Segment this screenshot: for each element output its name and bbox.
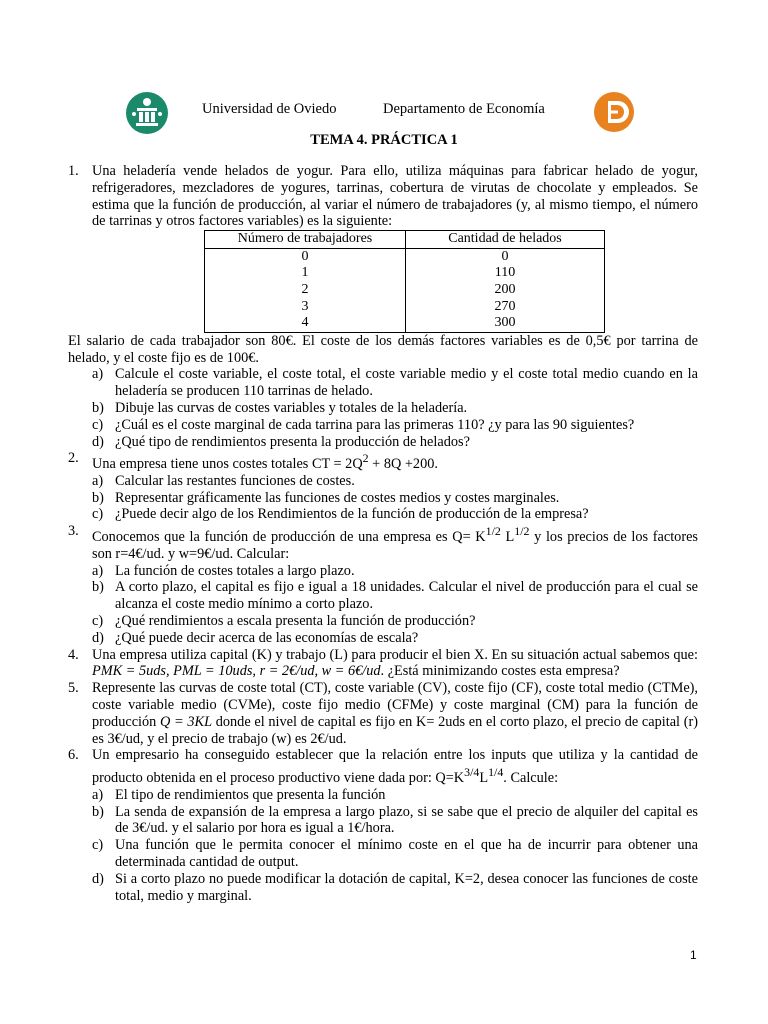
table-header-ice-cream: Cantidad de helados <box>406 231 605 249</box>
exponent: 1/2 <box>485 524 501 539</box>
question-1-costs-text: El salario de cada trabajador son 80€. El coste de los demás factores variables es de 0,5€ por tarrina de helado, y el coste fijo es de 100€. <box>68 332 698 366</box>
question-3 <box>68 523 698 562</box>
part-label: b) <box>92 399 104 416</box>
math-expression: PMK = 5uds, PML = 10uds, r = 2€/ud, w = 6€/ud <box>92 663 381 680</box>
table-cell: 4 <box>205 315 406 332</box>
table-cell: 2 <box>205 282 406 299</box>
part-text: Calcule el coste variable, el coste total, el coste variable medio y el coste total medio cuando en la heladería se producen 110 tarrinas de helado. <box>115 366 698 400</box>
university-logo <box>126 92 168 134</box>
question-1-part-c <box>68 417 698 434</box>
question-2-part-a <box>68 473 698 490</box>
question-text: Conocemos que la función de producción de una empresa es Q= K <box>92 529 486 546</box>
question-6-part-a <box>68 787 698 804</box>
part-text: Dibuje las curvas de costes variables y totales de la heladería. <box>115 399 468 416</box>
question-1 <box>68 163 698 230</box>
table-cell: 0 <box>406 248 605 265</box>
question-6 <box>68 747 698 786</box>
question-6-part-c <box>68 837 698 871</box>
question-text: L <box>479 769 489 786</box>
table-row <box>205 248 605 265</box>
economics-department-logo <box>594 92 634 132</box>
question-2-part-b <box>68 490 698 507</box>
table-header-row <box>205 231 605 249</box>
question-text: Represente las curvas de coste total (CT), coste variable (CV), coste fijo (CF), coste total medio (CTMe), coste variable medio (CVMe), coste fijo medio (CFMe) y coste marginal (CM) para la función de producción <box>92 680 698 730</box>
page-title: TEMA 4. PRÁCTICA 1 <box>310 132 458 148</box>
table-row <box>205 265 605 282</box>
part-label: c) <box>92 506 104 523</box>
part-label: b) <box>92 803 104 820</box>
question-text: donde el nivel de capital es fijo en K= 2uds en el corto plazo, el precio de capital (r) es 3€/ud, y el precio de trabajo (w) es 2€/ud. <box>92 713 698 747</box>
part-text: ¿Qué tipo de rendimientos presenta la producción de helados? <box>115 433 470 450</box>
part-label: a) <box>92 366 104 383</box>
exercise-list <box>68 163 698 904</box>
question-number: 5. <box>68 680 79 697</box>
part-label: d) <box>92 870 104 887</box>
question-2 <box>68 450 698 473</box>
table-row <box>205 282 605 299</box>
table-cell: 3 <box>205 299 406 316</box>
part-text: ¿Cuál es el coste marginal de cada tarrina para las primeras 110? ¿y para las 90 siguientes? <box>115 416 635 433</box>
table-cell: 1 <box>205 265 406 282</box>
question-1-part-b <box>68 400 698 417</box>
question-number: 4. <box>68 646 79 663</box>
table-cell: 300 <box>406 315 605 332</box>
part-text: El tipo de rendimientos que presenta la función <box>115 786 386 803</box>
part-label: b) <box>92 489 104 506</box>
question-6-part-b <box>68 804 698 838</box>
question-text: y los precios de los factores son r=4€/ud. y w=9€/ud. Calcular: <box>92 529 699 562</box>
question-text: . ¿Está minimizando costes esta empresa? <box>380 663 620 680</box>
question-3-part-c <box>68 613 698 630</box>
question-text: L <box>500 529 515 546</box>
question-1-part-a <box>68 366 698 400</box>
part-text: ¿Qué rendimientos a escala presenta la función de producción? <box>115 613 476 630</box>
production-table <box>204 230 605 333</box>
part-label: c) <box>92 837 104 854</box>
question-3-part-a <box>68 563 698 580</box>
table-row <box>205 315 605 332</box>
part-text: Una función que le permita conocer el mínimo coste en el que ha de incurrir para obtener una determinada cantidad de output. <box>115 837 698 870</box>
question-text: Una empresa tiene unos costes totales CT = 2Q <box>92 456 363 473</box>
question-text: Una empresa utiliza capital (K) y trabajo (L) para producir el bien X. En su situación actual sabemos que: <box>92 646 698 663</box>
part-text: ¿Puede decir algo de los Rendimientos de la función de producción de la empresa? <box>115 506 589 523</box>
question-number: 2. <box>68 450 79 467</box>
part-label: d) <box>92 433 104 450</box>
department-name: Departamento de Economía <box>383 101 545 117</box>
table-cell: 200 <box>406 282 605 299</box>
part-text: La senda de expansión de la empresa a largo plazo, si se sabe que el precio de alquiler del capital es de 3€/ud. y el salario por hora es igual a 1€/hora. <box>115 803 698 837</box>
part-label: d) <box>92 629 104 646</box>
part-text: A corto plazo, el capital es fijo e igual a 18 unidades. Calcular el nivel de producción para el cual se alcanza el coste medio mínimo a corto plazo. <box>115 579 698 613</box>
part-text: Calcular las restantes funciones de costes. <box>115 472 355 489</box>
part-text: Si a corto plazo no puede modificar la dotación de capital, K=2, desea conocer las funciones de coste total, medio y marginal. <box>115 870 698 904</box>
table-row <box>205 299 605 316</box>
table-cell: 110 <box>406 265 605 282</box>
math-expression: Q = 3KL <box>160 713 213 730</box>
university-name: Universidad de Oviedo <box>202 101 337 117</box>
question-text: + 8Q +200. <box>368 456 438 473</box>
exponent: 1/4 <box>488 765 504 780</box>
table-header-workers: Número de trabajadores <box>205 231 406 249</box>
question-text: Un empresario ha conseguido establecer que la relación entre los inputs que utiliza y la cantidad de producto obtenida en el proceso productivo viene dada por: Q=K <box>92 747 698 786</box>
part-label: a) <box>92 562 104 579</box>
question-3-part-b <box>68 579 698 613</box>
part-label: a) <box>92 786 104 803</box>
question-text: . Calcule: <box>503 769 559 786</box>
part-label: a) <box>92 472 104 489</box>
part-label: b) <box>92 579 104 596</box>
question-number: 6. <box>68 747 79 764</box>
part-label: c) <box>92 416 104 433</box>
question-text: Una heladería vende helados de yogur. Para ello, utiliza máquinas para fabricar helado de yogur, refrigeradores, mezcladores de yogures, tarrinas, cobertura de virutas de chocolate y empleados. Se estima que la función de producción, al variar el número de trabajadores (y, al mismo tiempo, el número de tarrinas y otros factores variables) es la siguiente: <box>92 163 698 230</box>
question-3-part-d <box>68 630 698 647</box>
question-2-part-c <box>68 506 698 523</box>
page-number: 1 <box>690 948 697 962</box>
question-6-part-d <box>68 871 698 905</box>
table-cell: 0 <box>205 248 406 265</box>
part-text: ¿Qué puede decir acerca de las economías de escala? <box>115 629 419 646</box>
exponent: 2 <box>362 451 369 466</box>
question-number: 3. <box>68 523 79 540</box>
question-4 <box>68 647 698 681</box>
exponent: 3/4 <box>464 765 480 780</box>
question-1-part-d <box>68 434 698 451</box>
part-text: Representar gráficamente las funciones de costes medios y costes marginales. <box>115 489 560 506</box>
part-label: c) <box>92 613 104 630</box>
exponent: 1/2 <box>514 524 530 539</box>
question-number: 1. <box>68 163 79 179</box>
part-text: La función de costes totales a largo plazo. <box>115 562 355 579</box>
question-5 <box>68 680 698 747</box>
table-cell: 270 <box>406 299 605 316</box>
